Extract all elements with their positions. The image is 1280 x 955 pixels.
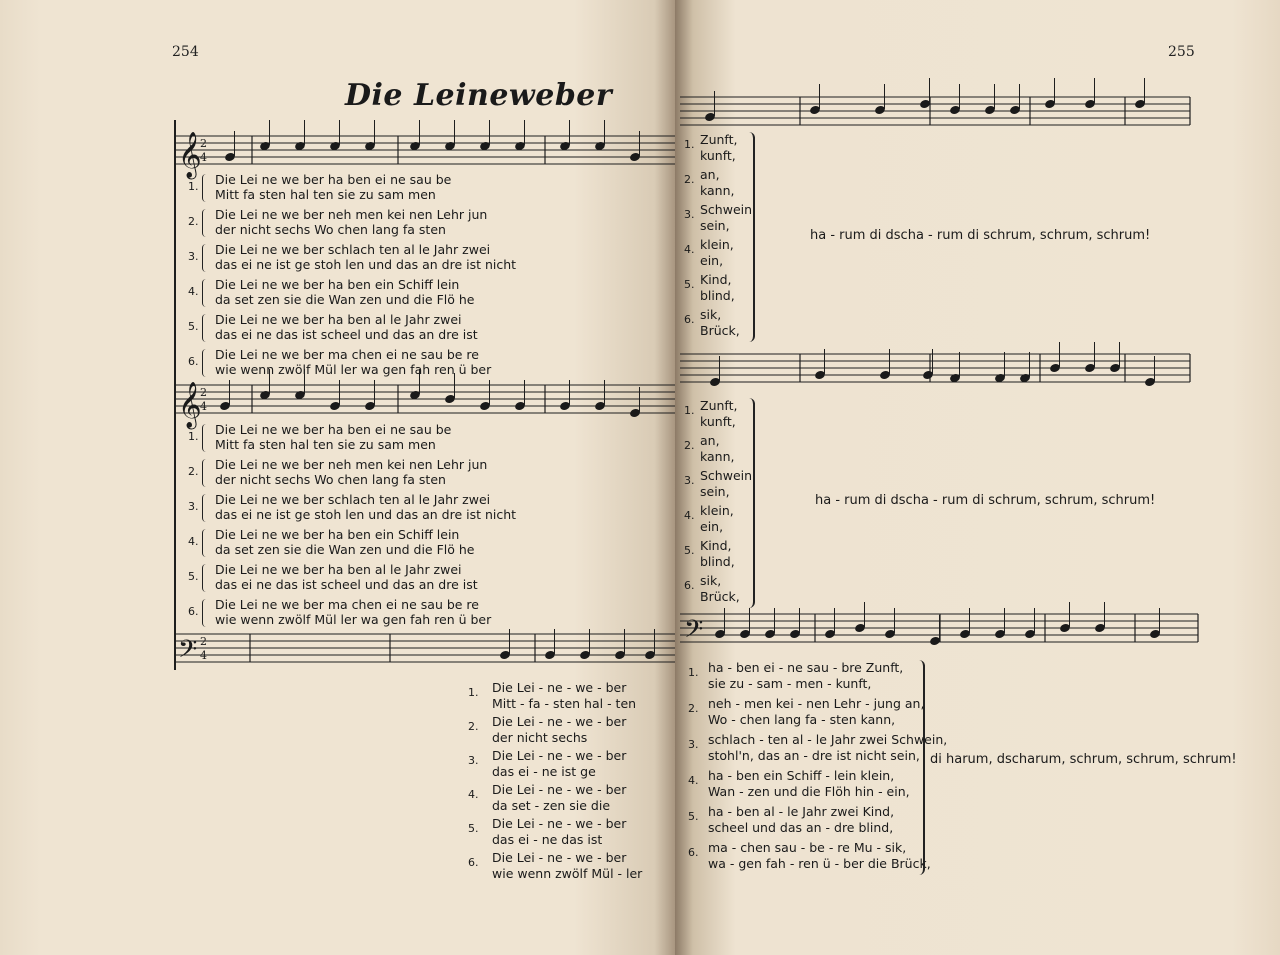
treble-clef-icon: 𝄞 bbox=[178, 132, 202, 178]
lyric-line: der nicht sechs Wo chen lang fa sten bbox=[215, 472, 446, 487]
verse-ending: Schwein, bbox=[700, 468, 757, 483]
lyric-line: das ei ne ist ge stoh len und das an dre ist nicht bbox=[215, 507, 517, 522]
lyric-line: Mitt fa sten hal ten sie zu sam men bbox=[215, 437, 436, 452]
verse-ending: sik, bbox=[700, 307, 722, 322]
verse-number: 4. bbox=[684, 509, 695, 522]
verse-number: 2. bbox=[688, 702, 699, 715]
lyric-line: das ei ne ist ge stoh len und das an dre ist nicht bbox=[215, 257, 517, 272]
bass-lyric-line: Wan - zen und die Flöh hin - ein, bbox=[708, 784, 910, 799]
verse-ending: Schwein, bbox=[700, 202, 757, 217]
verse-number: 5. bbox=[688, 810, 699, 823]
verse-ending: Brück, bbox=[700, 323, 740, 338]
bass-lyric-line: ha - ben ein Schiff - lein klein, bbox=[708, 768, 895, 783]
bass-lyric-line: sie zu - sam - men - kunft, bbox=[708, 676, 872, 691]
time-signature-top: 2 bbox=[200, 386, 207, 399]
time-signature-bottom: 4 bbox=[200, 649, 207, 662]
bass-lyric-line: ma - chen sau - be - re Mu - sik, bbox=[708, 840, 907, 855]
refrain-top: ha - rum di dscha - rum di schrum, schrum, schrum! bbox=[810, 228, 1151, 243]
bass-lyric-line: scheel und das an - dre blind, bbox=[708, 820, 894, 835]
verse-ending: klein, bbox=[700, 237, 734, 252]
verse-number: 5. bbox=[188, 320, 199, 333]
lyric-line: Die Lei ne we ber schlach ten al le Jahr zwei bbox=[215, 492, 491, 507]
verse-number: 1. bbox=[688, 666, 699, 679]
verse-number: 2. bbox=[468, 720, 479, 733]
lyric-line: Die Lei ne we ber ha ben al le Jahr zwei bbox=[215, 562, 462, 577]
verse-ending: Zunft, bbox=[700, 398, 738, 413]
verse-number: 1. bbox=[684, 138, 695, 151]
bass-lyric-line: Die Lei - ne - we - ber bbox=[492, 748, 627, 763]
verse-number: 2. bbox=[188, 215, 199, 228]
verse-ending: an, bbox=[700, 167, 720, 182]
verse-number: 3. bbox=[468, 754, 479, 767]
verse-ending: blind, bbox=[700, 554, 735, 569]
verse-ending: kann, bbox=[700, 183, 735, 198]
time-signature-bottom: 4 bbox=[200, 151, 207, 164]
bass-lyric-line: Die Lei - ne - we - ber bbox=[492, 782, 627, 797]
verse-number: 6. bbox=[688, 846, 699, 859]
bass-lyric-line: da set - zen sie die bbox=[492, 798, 611, 813]
lyric-line: Die Lei ne we ber schlach ten al le Jahr zwei bbox=[215, 242, 491, 257]
verse-ending: ein, bbox=[700, 519, 724, 534]
bass-clef-icon: 𝄢 bbox=[684, 615, 704, 650]
time-signature-top: 2 bbox=[200, 635, 207, 648]
verse-number: 6. bbox=[468, 856, 479, 869]
bass-lyric-line: neh - men kei - nen Lehr - jung an, bbox=[708, 696, 925, 711]
lyric-line: Die Lei ne we ber neh men kei nen Lehr jun bbox=[215, 207, 488, 222]
verse-ending: sein, bbox=[700, 218, 730, 233]
treble-clef-icon: 𝄞 bbox=[178, 382, 202, 428]
lyric-line: Die Lei ne we ber ha ben ei ne sau be bbox=[215, 422, 452, 437]
bass-lyric-line: wie wenn zwölf Mül - ler bbox=[492, 866, 643, 881]
lyric-line: das ei ne das ist scheel und das an dre ist bbox=[215, 327, 478, 342]
verse-number: 3. bbox=[684, 208, 695, 221]
verse-ending: sein, bbox=[700, 484, 730, 499]
page-number-right: 255 bbox=[1168, 44, 1195, 60]
lyric-line: Die Lei ne we ber ha ben ein Schiff lein bbox=[215, 277, 460, 292]
lyric-line: Die Lei ne we ber ma chen ei ne sau be re bbox=[215, 597, 479, 612]
verse-number: 4. bbox=[188, 535, 199, 548]
lyric-line: das ei ne das ist scheel und das an dre ist bbox=[215, 577, 478, 592]
lyric-line: Die Lei ne we ber ha ben ein Schiff lein bbox=[215, 527, 460, 542]
lyric-line: Die Lei ne we ber ha ben al le Jahr zwei bbox=[215, 312, 462, 327]
verse-number: 3. bbox=[688, 738, 699, 751]
verse-number: 1. bbox=[188, 430, 199, 443]
verse-number: 5. bbox=[188, 570, 199, 583]
lyric-line: Die Lei ne we ber ma chen ei ne sau be re bbox=[215, 347, 479, 362]
bass-lyric-line: Mitt - fa - sten hal - ten bbox=[492, 696, 637, 711]
verse-number: 5. bbox=[684, 544, 695, 557]
verse-number: 2. bbox=[684, 173, 695, 186]
refrain-middle: ha - rum di dscha - rum di schrum, schrum, schrum! bbox=[815, 493, 1156, 508]
bass-lyric-line: Die Lei - ne - we - ber bbox=[492, 714, 627, 729]
bass-lyric-line: das ei - ne ist ge bbox=[492, 764, 596, 779]
verse-number: 3. bbox=[188, 500, 199, 513]
refrain-brace bbox=[745, 398, 755, 608]
verse-ending: blind, bbox=[700, 288, 735, 303]
verse-ending: Brück, bbox=[700, 589, 740, 604]
time-signature-bottom: 4 bbox=[200, 400, 207, 413]
lyric-line: Die Lei ne we ber ha ben ei ne sau be bbox=[215, 172, 452, 187]
verse-ending: klein, bbox=[700, 503, 734, 518]
refrain-brace bbox=[915, 660, 925, 875]
refrain-bass: di harum, dscharum, schrum, schrum, schrum! bbox=[930, 752, 1237, 767]
verse-number: 1. bbox=[188, 180, 199, 193]
lyric-line: wie wenn zwölf Mül ler wa gen fah ren ü ber bbox=[215, 612, 492, 627]
page-number-left: 254 bbox=[172, 44, 199, 60]
bass-lyric-line: der nicht sechs bbox=[492, 730, 588, 745]
verse-ending: Kind, bbox=[700, 538, 732, 553]
bass-clef-icon: 𝄢 bbox=[178, 635, 198, 670]
verse-number: 6. bbox=[188, 355, 199, 368]
bass-lyric-line: stohl'n, das an - dre ist nicht sein, bbox=[708, 748, 920, 763]
verse-ending: an, bbox=[700, 433, 720, 448]
lyric-line: wie wenn zwölf Mül ler wa gen fah ren ü ber bbox=[215, 362, 492, 377]
refrain-brace bbox=[745, 132, 755, 342]
bass-lyric-line: Die Lei - ne - we - ber bbox=[492, 680, 627, 695]
verse-ending: kunft, bbox=[700, 148, 736, 163]
song-title: Die Leineweber bbox=[345, 78, 613, 113]
verse-number: 3. bbox=[684, 474, 695, 487]
verse-number: 1. bbox=[684, 404, 695, 417]
bass-lyric-line: Die Lei - ne - we - ber bbox=[492, 850, 627, 865]
lyric-line: da set zen sie die Wan zen und die Flö he bbox=[215, 542, 475, 557]
verse-number: 4. bbox=[688, 774, 699, 787]
lyric-line: da set zen sie die Wan zen und die Flö he bbox=[215, 292, 475, 307]
lyric-line: der nicht sechs Wo chen lang fa sten bbox=[215, 222, 446, 237]
verse-number: 2. bbox=[684, 439, 695, 452]
bass-lyric-line: das ei - ne das ist bbox=[492, 832, 603, 847]
verse-number: 4. bbox=[468, 788, 479, 801]
bass-lyric-line: ha - ben ei - ne sau - bre Zunft, bbox=[708, 660, 904, 675]
verse-ending: Kind, bbox=[700, 272, 732, 287]
lyric-line: Die Lei ne we ber neh men kei nen Lehr jun bbox=[215, 457, 488, 472]
verse-ending: kunft, bbox=[700, 414, 736, 429]
verse-number: 6. bbox=[684, 579, 695, 592]
bass-lyric-line: schlach - ten al - le Jahr zwei Schwein, bbox=[708, 732, 948, 747]
verse-number: 1. bbox=[468, 686, 479, 699]
verse-number: 3. bbox=[188, 250, 199, 263]
verse-number: 4. bbox=[684, 243, 695, 256]
time-signature-top: 2 bbox=[200, 137, 207, 150]
verse-ending: Zunft, bbox=[700, 132, 738, 147]
verse-ending: kann, bbox=[700, 449, 735, 464]
verse-ending: sik, bbox=[700, 573, 722, 588]
verse-number: 6. bbox=[684, 313, 695, 326]
verse-number: 4. bbox=[188, 285, 199, 298]
verse-number: 5. bbox=[684, 278, 695, 291]
bass-lyric-line: Die Lei - ne - we - ber bbox=[492, 816, 627, 831]
bass-lyric-line: Wo - chen lang fa - sten kann, bbox=[708, 712, 896, 727]
verse-number: 6. bbox=[188, 605, 199, 618]
verse-number: 5. bbox=[468, 822, 479, 835]
bass-lyric-line: ha - ben al - le Jahr zwei Kind, bbox=[708, 804, 895, 819]
lyric-line: Mitt fa sten hal ten sie zu sam men bbox=[215, 187, 436, 202]
verse-number: 2. bbox=[188, 465, 199, 478]
bass-lyric-line: wa - gen fah - ren ü - ber die Brück, bbox=[708, 856, 931, 871]
verse-ending: ein, bbox=[700, 253, 724, 268]
